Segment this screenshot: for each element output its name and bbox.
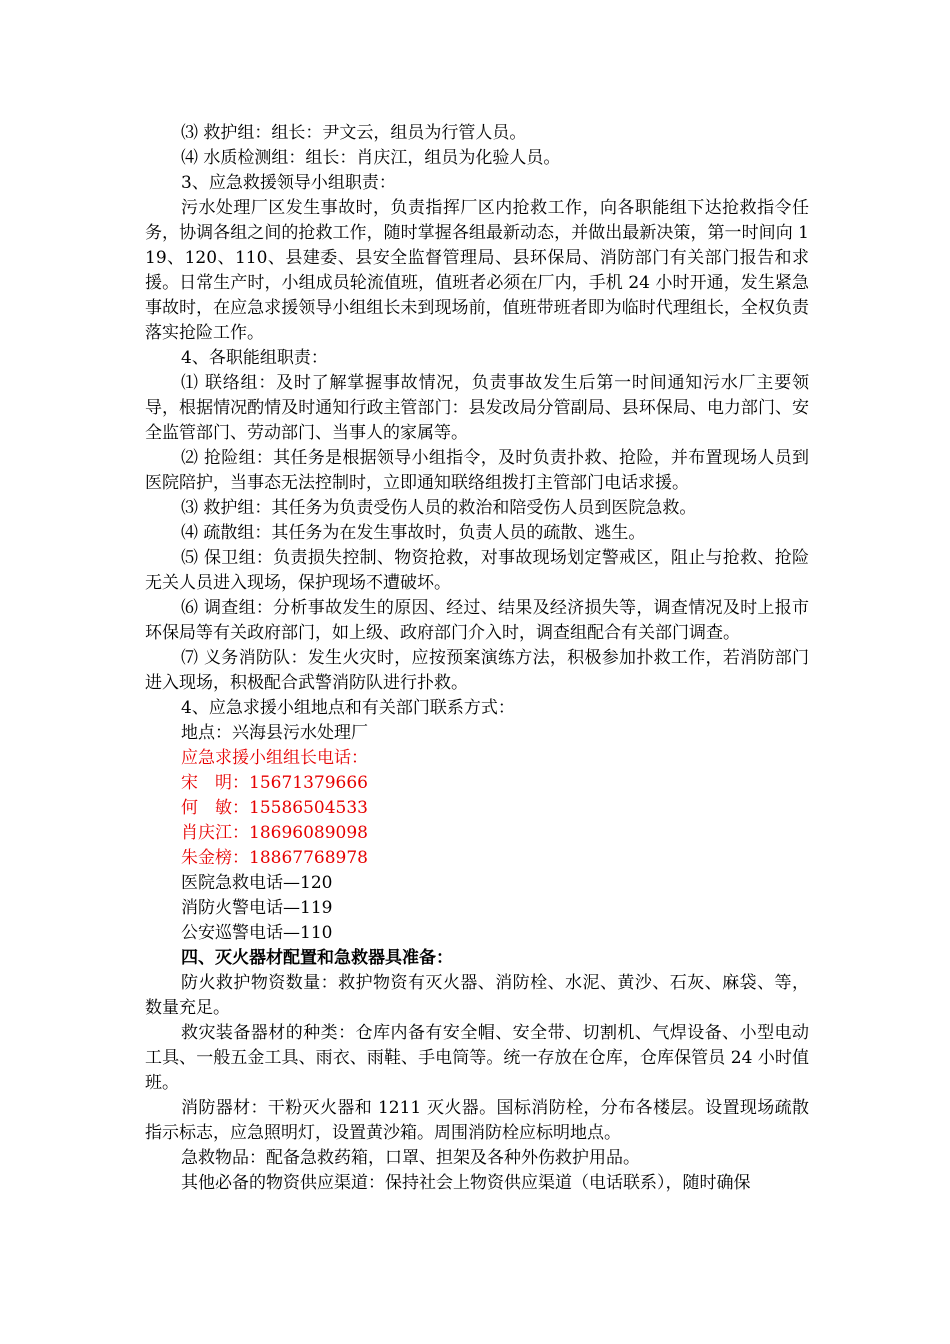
evacuation-team-duties: ⑷ 疏散组：其任务为在发生事故时，负责人员的疏散、逃生。 [181,523,646,543]
rescue-team-duties: ⑶ 救护组：其任务为负责受伤人员的救治和陪受伤人员到医院急救。 [181,498,697,518]
supply-channels-paragraph: 其他必备的物资供应渠道：保持社会上物资供应渠道（电话联系），随时确保 [181,1173,751,1193]
contact-zhu-jinbang: 朱金榜：18867768978 [181,848,368,868]
section-four-heading: 四、灭火器材配置和急救器具准备： [181,948,453,968]
contact-section-heading: 4、应急求援小组地点和有关部门联系方式： [181,698,515,718]
fire-brigade-duties: ⑺ 义务消防队：发生火灾时，应按预案演练方法，积极参加扑救工作，若消防部门进入现场，积极配合武警消防队进行扑救。 [145,648,809,693]
rescue-team-line: ⑶ 救护组：组长：尹文云，组员为行管人员。 [181,123,527,143]
first-aid-paragraph: 急救物品：配备急救药箱，口罩、担架及各种外伤救护用品。 [181,1148,640,1168]
fire-phone: 消防火警电话—119 [181,898,333,918]
investigation-team-duties: ⑹ 调查组：分析事故发生的原因、经过、结果及经济损失等，调查情况及时上报市环保局等有关政府部门，如上级、政府部门介入时，调查组配合有关部门调查。 [145,598,809,643]
police-phone: 公安巡警电话—110 [181,923,333,943]
contact-song-ming: 宋 明：15671379666 [181,773,368,793]
security-team-duties: ⑸ 保卫组：负责损失控制、物资抢救，对事故现场划定警戒区，阻止与抢救、抢险无关人员进入现场，保护现场不遭破坏。 [145,548,809,593]
document-body [145,121,809,1196]
section-3-heading: 3、应急救援领导小组职责： [181,173,396,193]
equipment-types-paragraph: 救灾装备器材的种类：仓库内备有安全帽、安全带、切割机、气焊设备、小型电动工具、一般五金工具、雨衣、雨鞋、手电筒等。统一存放在仓库，仓库保管员 24 小时值班。 [145,1023,809,1093]
emergency-team-duties: ⑵ 抢险组：其任务是根据领导小组指令，及时负责扑救、抢险，并布置现场人员到医院陪护，当事态无法控制时，立即通知联络组拨打主管部门电话求援。 [145,448,809,493]
section-4-heading: 4、各职能组职责： [181,348,328,368]
contact-he-min: 何 敏：15586504533 [181,798,368,818]
leader-phones-heading: 应急求援小组组长电话： [181,748,368,768]
location-line: 地点：兴海县污水处理厂 [181,723,368,743]
leadership-duties-paragraph: 污水处理厂区发生事故时，负责指挥厂区内抢救工作，向各职能组下达抢救指令任务，协调各组之间的抢救工作，随时掌握各组最新动态，并做出最新决策，第一时间向 119、120、110、县建委、县安全监督管理局、县环保局、消防部门有关部门报告和求援。日常生产时，小组成员轮流值班，值班者必须在厂内，手机 24 小时开通，发生紧急事故时，在应急求援领导小组组长未到现场前，值班带班者即为临时代理组长，全权负责落实抢险工作。 [145,198,809,343]
hospital-phone: 医院急救电话—120 [181,873,333,893]
fire-supplies-paragraph: 防火救护物资数量：救护物资有灭火器、消防栓、水泥、黄沙、石灰、麻袋、等，数量充足。 [145,973,809,1018]
water-testing-team-line: ⑷ 水质检测组：组长：肖庆江，组员为化验人员。 [181,148,561,168]
contact-xiao-qingjiang: 肖庆江：18696089098 [181,823,368,843]
liaison-team-duties: ⑴ 联络组：及时了解掌握事故情况，负责事故发生后第一时间通知污水厂主要领导，根据情况酌情及时通知行政主管部门：县发改局分管副局、县环保局、电力部门、安全监管部门、劳动部门、当事人的家属等。 [145,373,809,443]
fire-equipment-paragraph: 消防器材：干粉灭火器和 1211 灭火器。国标消防栓，分布各楼层。设置现场疏散指示标志，应急照明灯，设置黄沙箱。周围消防栓应标明地点。 [145,1098,809,1143]
